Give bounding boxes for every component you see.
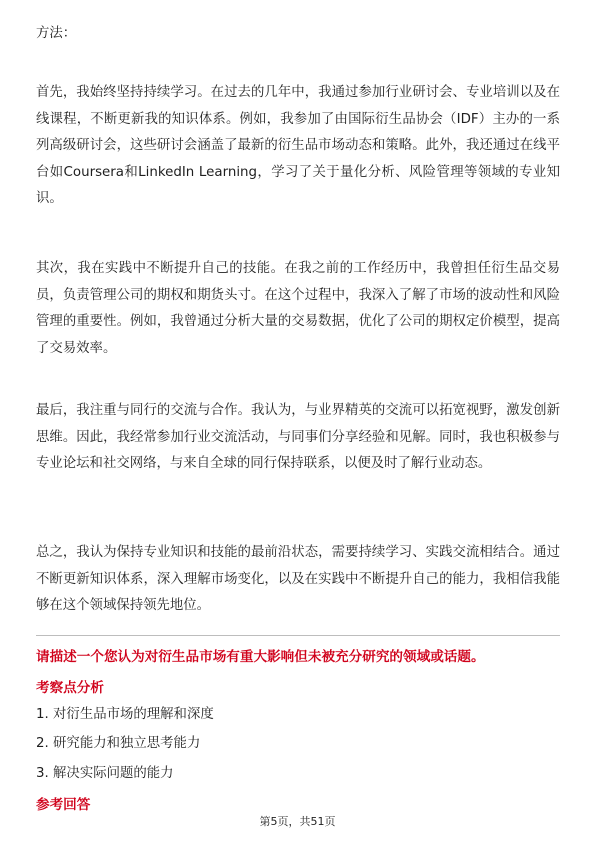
question-heading: 请描述一个您认为对衍生品市场有重大影响但未被充分研究的领域或话题。 (36, 649, 485, 665)
paragraph-practice-skills: 其次，我在实践中不断提升自己的技能。在我之前的工作经历中，我曾担任衍生品交易员，负责管理公司的期权和期货头寸。在这个过程中，我深入了解了市场的波动性和风险管理的重要性。例如，我曾通过分析大量的交易数据，优化了公司的期权定价模型，提高了交易效率。 (36, 261, 560, 356)
analysis-title: 考察点分析 (36, 680, 104, 696)
list-item: 2. 研究能力和独立思考能力 (36, 736, 201, 751)
paragraph-summary: 总之，我认为保持专业知识和技能的最前沿状态，需要持续学习、实践交流相结合。通过不断更新知识体系，深入理解市场变化，以及在实践中不断提升自己的能力，我相信我能够在这个领域保持领先地位。 (36, 545, 560, 613)
reference-answer-title: 参考回答 (36, 797, 91, 813)
list-item: 3. 解决实际问题的能力 (36, 766, 174, 781)
paragraph-peer-exchange: 最后，我注重与同行的交流与合作。我认为，与业界精英的交流可以拓宽视野，激发创新思维。因此，我经常参加行业交流活动，与同事们分享经验和见解。同时，我也积极参与专业论坛和社交网络，与来自全球的同行保持联系，以便及时了解行业动态。 (36, 403, 560, 471)
section-divider (36, 635, 560, 636)
list-item: 1. 对衍生品市场的理解和深度 (36, 707, 214, 722)
page-number: 第5页，共51页 (259, 815, 336, 828)
method-label: 方法： (36, 26, 77, 41)
paragraph-continuous-learning: 首先，我始终坚持持续学习。在过去的几年中，我通过参加行业研讨会、专业培训以及在线课程，不断更新我的知识体系。例如，我参加了由国际衍生品协会（IDF）主办的一系列高级研讨会，这些研讨会涵盖了最新的衍生品市场动态和策略。此外，我还通过在线平台如Coursera和LinkedIn Learning，学习了关于量化分析、风险管理等领域的专业知识。 (36, 85, 560, 206)
